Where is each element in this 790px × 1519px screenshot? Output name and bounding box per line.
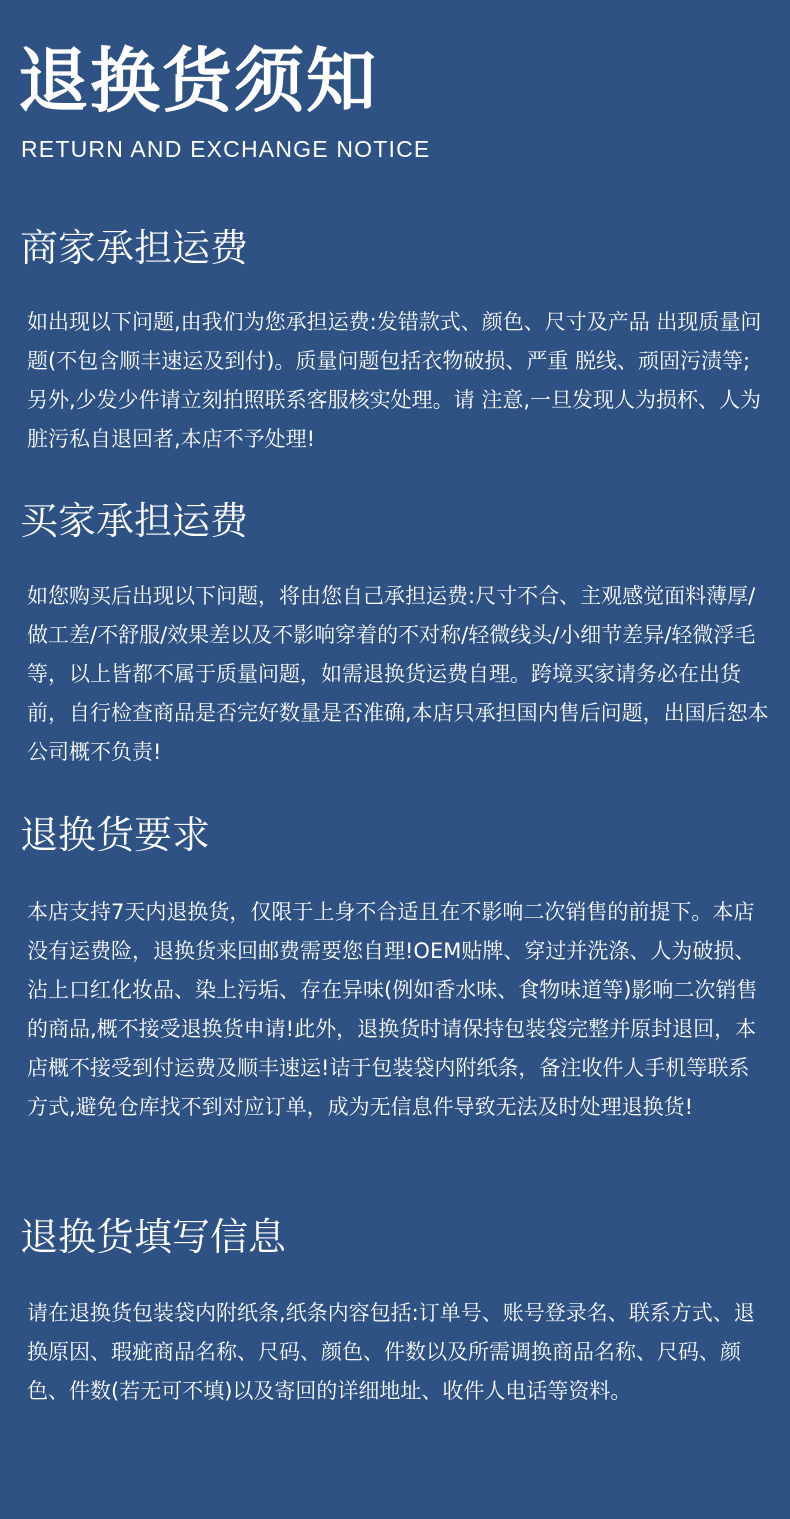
section-title-return-requirements: 退换货要求 [20,813,211,857]
section-title-buyer-pays-shipping: 买家承担运费 [20,499,249,543]
section-body-seller-pays-shipping: 如出现以下问题,由我们为您承担运费:发错款式、颜色、尺寸及产品 出现质量问题(不包含顺丰速运及到付)。质量问题包括衣物破损、严重 脱线、顽固污渍等;另外,少发少件请立刻拍照联系客服核实处理。请 注意,一旦发现人为损杯、人为脏污私自退回者,本店不予处理! [27,310,762,451]
section-body-return-info: 请在退换货包装袋内附纸条,纸条内容包括:订单号、账号登录名、联系方式、退换原因、瑕疵商品名称、尺码、颜色、件数以及所需调换商品名称、尺码、颜色、件数(若无可不填)以及寄回的详细地址、收件人电话等资料。 [27,1301,755,1403]
section-title-seller-pays-shipping: 商家承担运费 [20,226,249,270]
page-subtitle: RETURN AND EXCHANGE NOTICE [21,136,431,162]
page-title: 退换货须知 [18,40,378,122]
section-body-buyer-pays-shipping: 如您购买后出现以下问题，将由您自己承担运费:尺寸不合、主观感觉面料薄厚/做工差/不舒服/效果差以及不影响穿着的不对称/轻微线头/小细节差异/轻微浮毛等，以上皆都不属于质量问题，如需退换货运费自理。跨境买家请务必在出货前，自行检查商品是否完好数量是否准确,本店只承担国内售后问题，出国后恕本公司概不负责! [27,584,769,764]
section-body-return-requirements: 本店支持7天内退换货，仅限于上身不合适且在不影响二次销售的前提下。本店没有运费险，退换货来回邮费需要您自理!OEM贴牌、穿过并洗涤、人为破损、沾上口红化妆品、染上污垢、存在异味(例如香水味、食物味道等)影响二次销售的商品,概不接受退换货申请!此外，退换货时请保持包装袋完整并原封退回，本店概不接受到付运费及顺丰速运!诘于包装袋内附纸条，备注收件人手机等联系方式,避免仓库找不到对应订单，成为无信息件导致无法及时处理退换货! [27,900,758,1119]
section-title-return-info: 退换货填写信息 [20,1215,287,1259]
